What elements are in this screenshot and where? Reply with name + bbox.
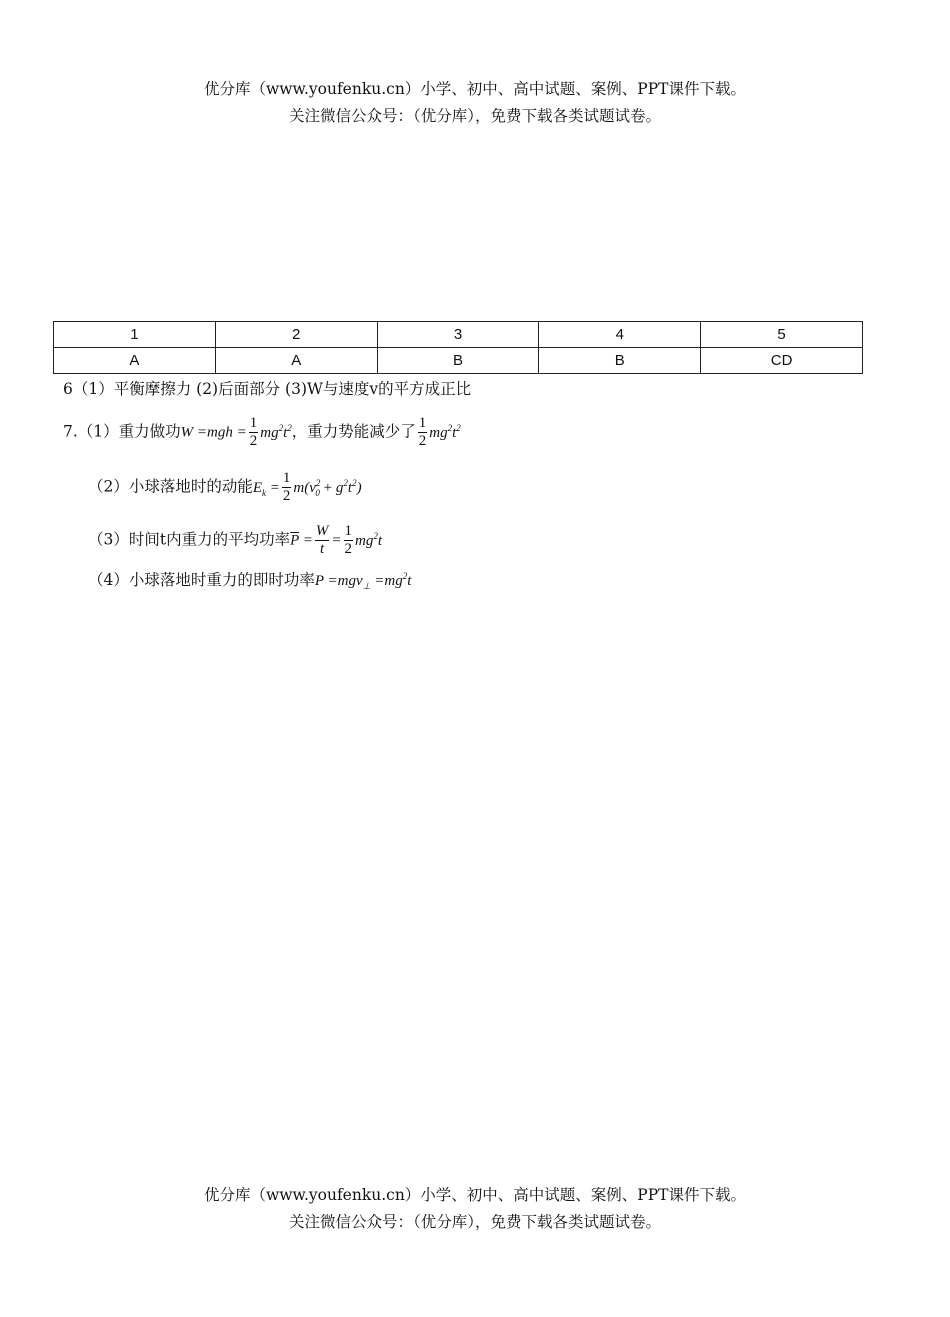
table-cell-answer: B: [539, 348, 701, 374]
q7-part3: （3）时间t内重力的平均功率$\overline{P}$ = $\frac{W}{t}$ = $\frac{1}{2}$ $mg^2t$: [88, 523, 383, 557]
fraction-half: $\frac{1}{2}$: [282, 470, 291, 504]
footer-line-1: 优分库（www.youfenku.cn）小学、初中、高中试题、案例、PPT课件下载。: [203, 1186, 747, 1204]
q7-part1-mid: ，重力势能减少了: [291, 422, 416, 441]
q7-part4-label: （4）小球落地时重力的即时功率: [88, 571, 315, 589]
table-row: [54, 322, 863, 348]
table-cell-number: 5: [701, 322, 863, 348]
table-row: [54, 348, 863, 374]
kinetic-energy-formula: $E_k$ =: [252, 479, 280, 498]
q7-part1: 7.（1）重力做功W =mgh = $\frac{1}{2}$ $mg^2t^2$，重力势能减少了 $\frac{1}{2}$ $mg^2t^2$: [63, 415, 461, 449]
q7-part2: （2）小球落地时的动能$E_k$ = $\frac{1}{2}$ $m(v^2_0 + g^2t^2)$: [88, 470, 362, 504]
instant-power-formula: $P =mgv_\perp =mg^2t$: [314, 571, 412, 591]
header-line-1: 优分库（www.youfenku.cn）小学、初中、高中试题、案例、PPT课件下载。: [203, 80, 747, 98]
table-cell-answer: A: [54, 348, 216, 374]
table-cell-answer: B: [377, 348, 539, 374]
table-cell-answer: CD: [701, 348, 863, 374]
answer-table: [53, 321, 863, 374]
fraction-w-over-t: $\frac{W}{t}$: [315, 523, 329, 557]
fraction-half: $\frac{1}{2}$: [344, 523, 352, 557]
header-line-2: 关注微信公众号：（优分库），免费下载各类试题试卷。: [288, 107, 661, 125]
table-cell-number: 4: [539, 322, 701, 348]
q6-answer: 6（1）平衡摩擦力 (2)后面部分 (3)W与速度v的平方成正比: [63, 380, 472, 398]
work-formula: W =mgh =: [180, 424, 247, 441]
table-cell-number: 2: [215, 322, 377, 348]
q7-part4: [88, 565, 411, 597]
q7-part2-label: （2）小球落地时的动能: [88, 477, 253, 496]
table-cell-answer: A: [215, 348, 377, 374]
q7-part3-label: （3）时间t内重力的平均功率: [88, 530, 291, 549]
table-cell-number: 3: [377, 322, 539, 348]
fraction-half: $\frac{1}{2}$: [418, 415, 427, 449]
fraction-half: $\frac{1}{2}$: [249, 415, 258, 449]
q7-part1-label: 7.（1）重力做功: [63, 422, 181, 441]
average-power-symbol: $\overline{P}$: [290, 532, 299, 549]
footer-line-2: 关注微信公众号：（优分库），免费下载各类试题试卷。: [288, 1213, 661, 1231]
table-cell-number: 1: [54, 322, 216, 348]
